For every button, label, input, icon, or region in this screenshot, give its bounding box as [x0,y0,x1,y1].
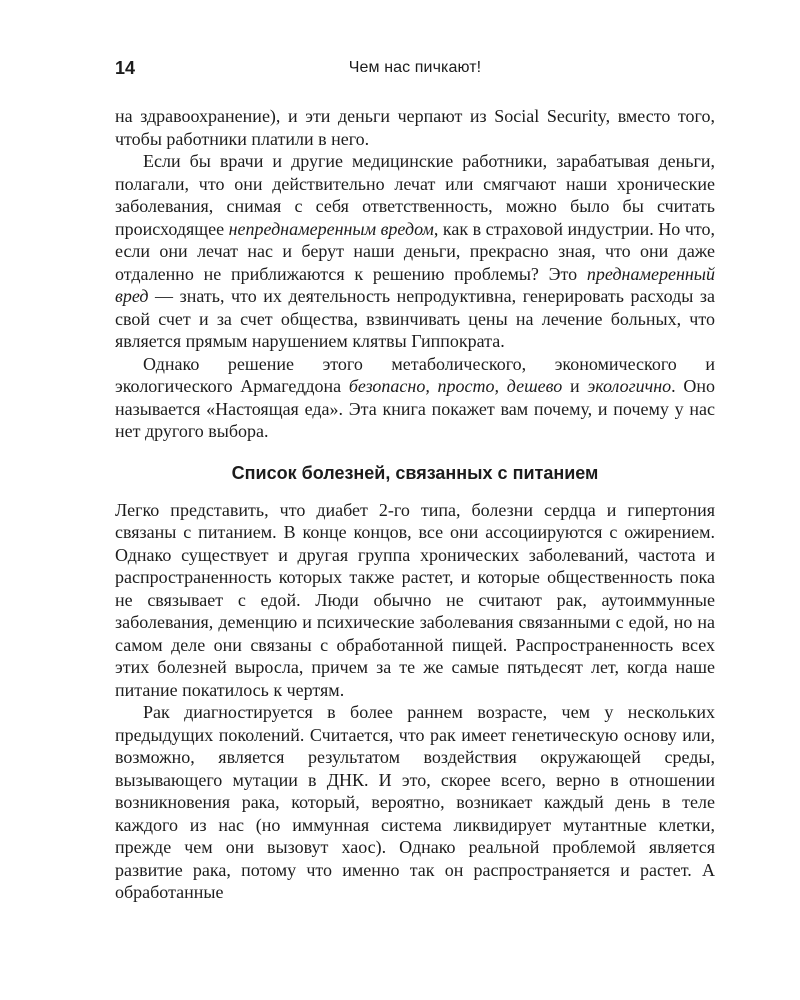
section-heading: Список болезней, связанных с питанием [231,462,599,483]
emphasis-unintentional-harm: непреднамеренным вредом [228,218,434,239]
text-run: Однако решение этого метаболического, экономического и экологического Армагеддона [115,353,715,396]
text-run: — знать, что их деятельность непродуктивна, генерировать расходы за свой счет и за счет общества, взвинчивать цены на лечение больных, что является прямым нарушением клятвы Гиппократа. [115,286,715,351]
body-text-section-2 [115,499,715,904]
emphasis-ecological: экологично [587,376,672,396]
paragraph-continuation: на здравоохранение), и эти деньги черпают из Social Security, вместо того, чтобы работники платили в него. [115,106,715,149]
paragraph-doctors [115,150,715,353]
running-title: Чем нас пичкают! [348,59,482,76]
text-run: . Оно называется «Настоящая еда». Эта книга покажет вам почему, и почему у нас нет другого выбора. [115,376,716,441]
book-page [115,52,715,904]
page-number: 14 [115,58,136,78]
running-head [115,52,715,92]
text-run: и [562,376,588,396]
paragraph-solution [115,353,715,443]
paragraph-diseases: Легко представить, что диабет 2-го типа, болезни сердца и гипертония связаны с питанием. В конце концов, все они ассоциируются с ожирением. Однако существует и другая группа хронических заболеваний, частота и распространенность которых также растет, и которые общественность пока не связывает с едой. Люди обычно не считают рак, аутоиммунные заболевания, деменцию и психические заболевания связанными с едой, но на самом деле они связаны с обработанной пищей. Распространенность всех этих болезней выросла, причем за те же самые пятьдесят лет, когда наше питание покатилось к чертям. [115,499,715,700]
text-run: , как в страховой индустрии. Но что, если они лечат нас и берут наши деньги, прекрасно зная, что они даже отдаленно не приближаются к решению проблемы? Это [115,218,715,284]
body-text [115,105,715,443]
emphasis-qualities: безопасно, просто, дешево [348,376,563,396]
paragraph-cancer: Рак диагностируется в более раннем возрасте, чем у нескольких предыдущих поколений. Считается, что рак имеет генетическую основу или, возможно, является результатом воздействия окружающей среды, вызывающего мутации в ДНК. И это, скорее всего, верно в отношении возникновения рака, который, вероятно, возникает каждый день в теле каждого из нас (но иммунная система ликвидирует мутантные клетки, прежде чем они вызовут хаос). Однако реальной проблемой является развитие рака, потому что именно так он распространяется и растет. А обработанные [115,702,715,902]
emphasis-intentional-harm: преднамеренный вред [115,263,715,306]
text-run: Если бы врачи и другие медицинские работники, зарабатывая деньги, полагали, что они действительно лечат или смягчают наши хронические заболевания, снимая с себя ответственность, можно было бы считать происходящее [115,151,715,239]
